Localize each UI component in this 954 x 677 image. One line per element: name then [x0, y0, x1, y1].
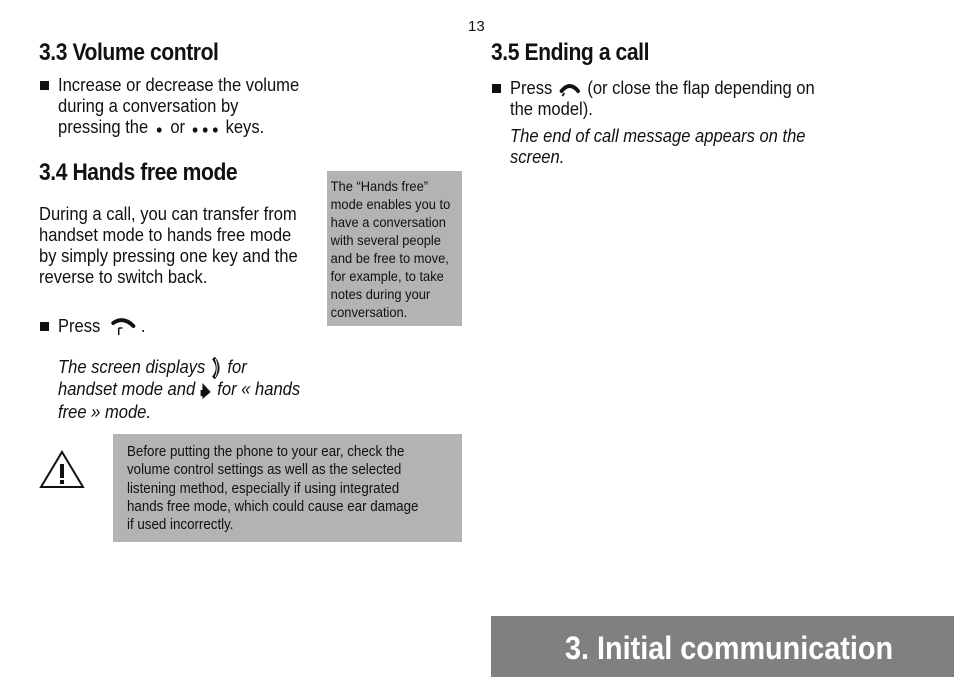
bullet-square [40, 322, 49, 331]
ending-italic-line: screen. [510, 147, 565, 167]
display-line-2 [58, 379, 334, 401]
ending-line-1 [510, 78, 841, 99]
page-number: 13 [468, 18, 485, 35]
warning-line: Before putting the phone to your ear, check the [127, 444, 405, 460]
warning-line: hands free mode, which could cause ear damage [127, 498, 419, 515]
volume-instructions [58, 75, 334, 138]
volume-line-3 [58, 117, 334, 138]
volume-line-3-post: keys. [225, 117, 265, 137]
section-heading-hands-free: 3.4 Hands free mode [39, 159, 238, 186]
display-line-1 [58, 357, 334, 379]
hands-free-para-line: handset mode to hands free mode [39, 225, 292, 245]
section-heading-ending-call: 3.5 Ending a call [491, 39, 650, 66]
side-note-line: with several people [330, 232, 441, 248]
side-note-line: for example, to take [330, 268, 444, 284]
press-label: Press [58, 316, 101, 336]
display-line-2-post: for « hands [217, 379, 301, 400]
warning-triangle-icon [39, 449, 85, 489]
ending-italic-line: The end of call message appears on the [510, 126, 806, 146]
warning-line: volume control settings as well as the selected [127, 462, 402, 479]
ending-line-2: the model). [510, 99, 593, 119]
warning-text [127, 443, 440, 534]
ending-press-label: Press [510, 78, 553, 98]
hands-free-paragraph [39, 204, 315, 288]
display-line-1-post: for [227, 357, 247, 377]
section-heading-volume-control: 3.3 Volume control [39, 39, 219, 66]
ending-call-instructions [510, 78, 841, 120]
end-call-key-icon [559, 81, 581, 97]
ending-line-1-post: (or close the flap depending on [587, 78, 815, 98]
three-dots-key-icon [190, 123, 221, 133]
hands-free-para-line: During a call, you can transfer from [39, 204, 297, 224]
volume-line-3-pre: pressing the [58, 117, 149, 137]
hands-free-side-note [327, 171, 462, 326]
bullet-square [40, 81, 49, 90]
display-line-3: free » mode. [58, 401, 151, 422]
display-description [58, 357, 334, 423]
side-note-line: conversation. [330, 304, 408, 320]
side-note-line: mode enables you to [330, 196, 451, 212]
hands-free-mode-icon [200, 380, 213, 402]
volume-line-2: during a conversation by [58, 96, 239, 116]
hands-free-press-line [58, 316, 145, 337]
handset-mode-icon [210, 357, 223, 379]
chapter-title: 3. Initial communication [565, 630, 894, 666]
side-note-text [327, 171, 468, 321]
warning-box [113, 434, 462, 542]
dot-key-icon [153, 123, 166, 133]
ending-call-result [510, 126, 841, 168]
volume-line-3-mid: or [170, 117, 186, 137]
bullet-square [492, 84, 501, 93]
display-line-2-pre: handset mode and [58, 379, 196, 400]
warning-line: listening method, especially if using integrated [127, 480, 400, 497]
side-note-line: The “Hands free” [330, 178, 429, 194]
display-line-1-pre: The screen displays [58, 357, 206, 377]
side-note-line: and be free to move, [330, 250, 449, 266]
side-note-line: notes during your [330, 286, 431, 302]
volume-line-1: Increase or decrease the volume [58, 75, 300, 95]
press-end: . [140, 316, 146, 336]
warning-line: if used incorrectly. [127, 517, 234, 534]
hands-free-para-line: reverse to switch back. [39, 267, 208, 287]
hands-free-para-line: by simply pressing one key and the [39, 246, 298, 266]
chapter-banner [491, 616, 954, 677]
hands-free-key-icon [110, 317, 136, 337]
side-note-line: have a conversation [330, 214, 446, 230]
